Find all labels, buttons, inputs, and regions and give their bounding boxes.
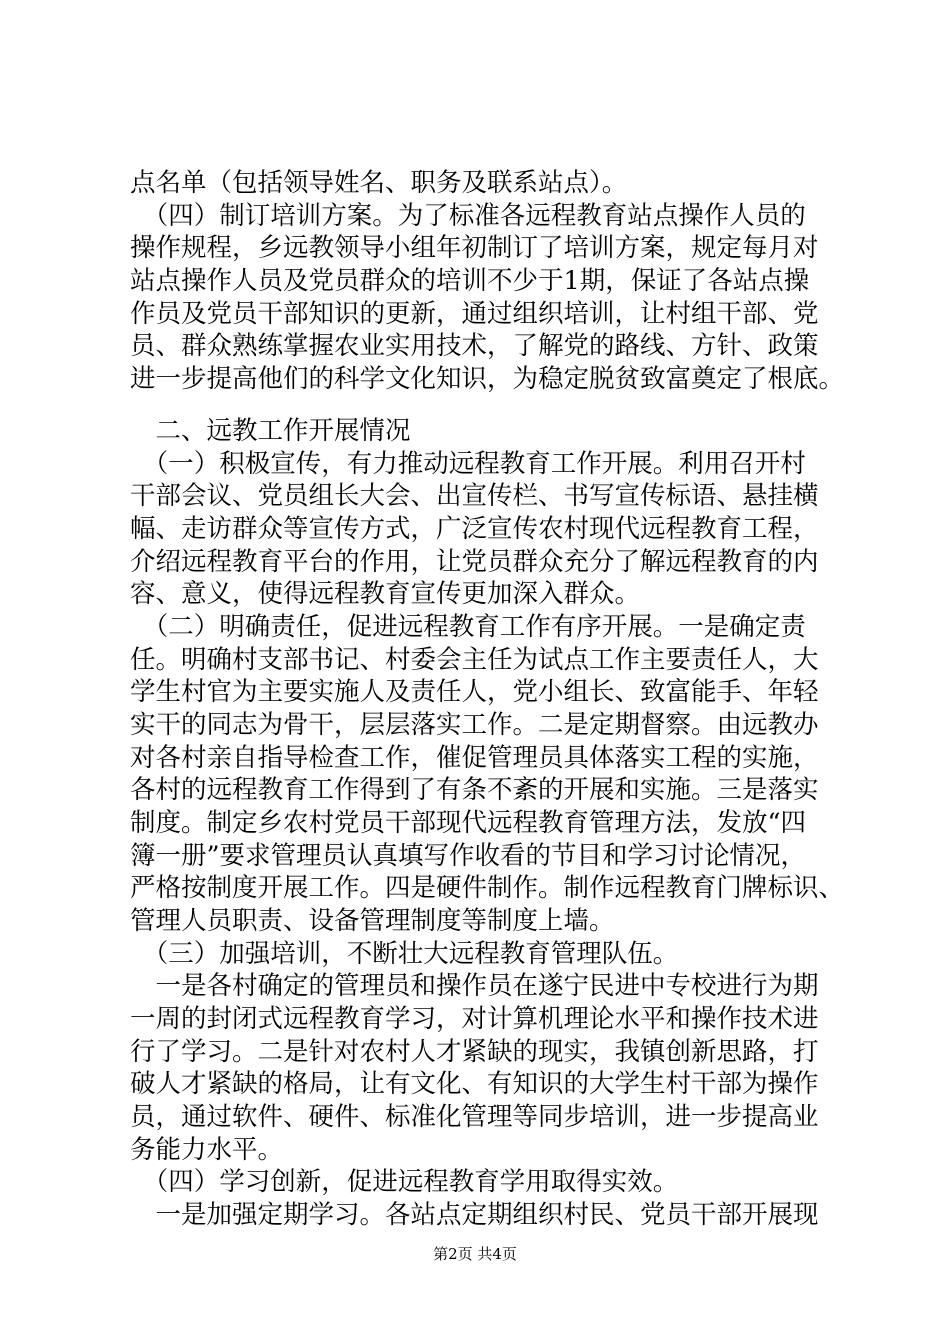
text-line: 站点操作人员及党员群众的培训不少于1期，保证了各站点操 <box>130 266 810 296</box>
text-line: 一周的封闭式远程教育学习，对计算机理论水平和操作技术进 <box>130 1004 819 1034</box>
text-line: 二、远教工作开展情况 <box>130 416 411 446</box>
text-line: （三）加强培训，不断壮大远程教育管理队伍。 <box>130 939 679 969</box>
text-line: 管理人员职责、设备管理制度等制度上墙。 <box>130 906 615 936</box>
text-line: 学生村官为主要实施人及责任人，党小组长、致富能手、年轻 <box>130 677 819 707</box>
text-line: 行了学习。二是针对农村人才紧缺的现实，我镇创新思路，打 <box>130 1037 819 1067</box>
text-line: 操作规程，乡远教领导小组年初制订了培训方案，规定每月对 <box>130 233 819 263</box>
page-footer: 第2页 共4页 <box>433 1245 517 1263</box>
text-line: 一是加强定期学习。各站点定期组织村民、党员干部开展现 <box>130 1200 819 1230</box>
text-line: 务能力水平。 <box>130 1135 284 1165</box>
text-line: 介绍远程教育平台的作用，让党员群众充分了解远程教育的内 <box>130 547 819 577</box>
text-line: （二）明确责任，促进远程教育工作有序开展。一是确定责 <box>130 612 806 642</box>
text-line: 员、群众熟练掌握农业实用技术，了解党的路线、方针、政策 <box>130 331 819 361</box>
text-line: 任。明确村支部书记、村委会主任为试点工作主要责任人，大 <box>130 645 819 675</box>
text-line: 干部会议、党员组长大会、出宣传栏、书写宣传标语、悬挂横 <box>130 481 819 511</box>
text-line: 制度。制定乡农村党员干部现代远程教育管理方法，发放“四 <box>130 808 807 838</box>
text-line: 进一步提高他们的科学文化知识，为稳定脱贫致富奠定了根底。 <box>130 364 845 394</box>
text-line: 破人才紧缺的格局，让有文化、有知识的大学生村干部为操作 <box>130 1069 819 1099</box>
text-line: 作员及党员干部知识的更新，通过组织培训，让村组干部、党 <box>130 299 819 329</box>
text-line: 严格按制度开展工作。四是硬件制作。制作远程教育门牌标识、 <box>130 873 845 903</box>
text-line: 幅、走访群众等宣传方式，广泛宣传农村现代远程教育工程， <box>130 514 819 544</box>
text-line: 点名单（包括领导姓名、职务及联系站点）。 <box>130 168 628 198</box>
text-line: （四）制订培训方案。为了标准各远程教育站点操作人员的 <box>130 201 806 231</box>
text-line: （四）学习创新，促进远程教育学用取得实效。 <box>130 1167 679 1197</box>
text-line: 容、意义，使得远程教育宣传更加深入群众。 <box>130 579 641 609</box>
text-line: 员，通过软件、硬件、标准化管理等同步培训，进一步提高业 <box>130 1102 819 1132</box>
text-line: 对各村亲自指导检查工作，催促管理员具体落实工程的实施， <box>130 743 819 773</box>
text-line: （一）积极宣传，有力推动远程教育工作开展。利用召开村 <box>130 449 806 479</box>
text-line: 簿一册”要求管理员认真填写作收看的节目和学习讨论情况， <box>130 841 807 871</box>
text-line: 实干的同志为骨干，层层落实工作。二是定期督察。由远教办 <box>130 710 819 740</box>
text-line: 各村的远程教育工作得到了有条不紊的开展和实施。三是落实 <box>130 775 819 805</box>
text-line: 一是各村确定的管理员和操作员在遂宁民进中专校进行为期 <box>130 971 819 1001</box>
